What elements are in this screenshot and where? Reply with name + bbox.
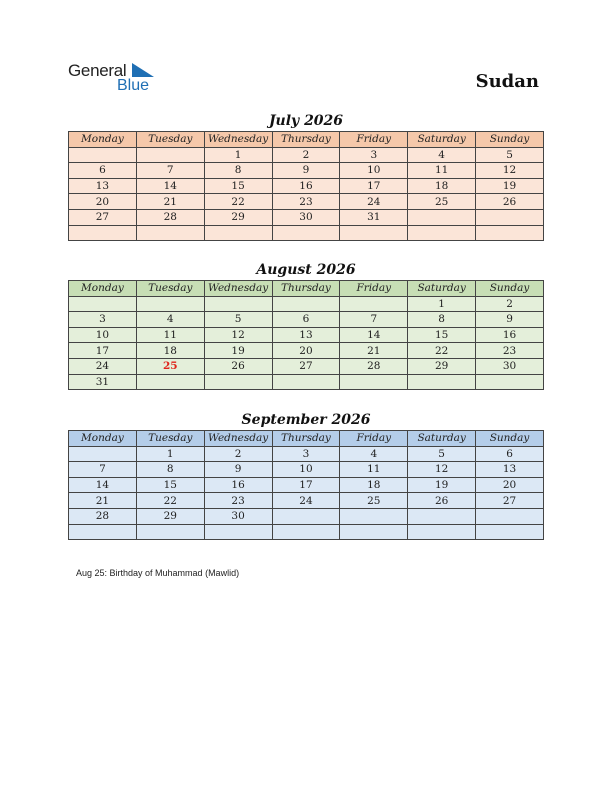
day-cell xyxy=(272,374,340,390)
day-cell xyxy=(408,508,476,524)
day-cell xyxy=(136,296,204,312)
weekday-header: Tuesday xyxy=(136,281,204,297)
day-cell: 4 xyxy=(136,312,204,328)
day-cell xyxy=(340,524,408,540)
day-cell xyxy=(136,147,204,163)
day-cell: 24 xyxy=(272,493,340,509)
day-cell xyxy=(272,296,340,312)
weekday-header: Saturday xyxy=(408,431,476,447)
day-cell xyxy=(408,374,476,390)
day-cell: 22 xyxy=(204,194,272,210)
day-cell: 19 xyxy=(204,343,272,359)
day-cell: 28 xyxy=(136,209,204,225)
day-cell xyxy=(204,524,272,540)
week-row xyxy=(69,327,544,343)
day-cell: 15 xyxy=(408,327,476,343)
day-cell xyxy=(69,524,137,540)
day-cell: 17 xyxy=(272,477,340,493)
weekday-header: Monday xyxy=(69,281,137,297)
day-cell: 31 xyxy=(69,374,137,390)
week-row xyxy=(69,147,544,163)
week-row xyxy=(69,508,544,524)
day-cell: 20 xyxy=(69,194,137,210)
weekday-header: Tuesday xyxy=(136,431,204,447)
day-cell: 7 xyxy=(69,462,137,478)
month-july xyxy=(68,111,544,241)
day-cell: 24 xyxy=(69,358,137,374)
weekday-header: Sunday xyxy=(476,132,544,148)
day-cell: 8 xyxy=(136,462,204,478)
day-cell: 6 xyxy=(476,446,544,462)
day-cell xyxy=(204,374,272,390)
weekday-header: Monday xyxy=(69,132,137,148)
day-cell: 14 xyxy=(136,178,204,194)
brand-logo xyxy=(68,60,168,96)
day-cell: 2 xyxy=(204,446,272,462)
day-cell: 9 xyxy=(204,462,272,478)
day-cell: 5 xyxy=(204,312,272,328)
day-cell xyxy=(408,524,476,540)
day-cell: 4 xyxy=(340,446,408,462)
week-row xyxy=(69,225,544,241)
day-cell xyxy=(408,225,476,241)
holiday-day-cell: 25 xyxy=(136,358,204,374)
holiday-note: Aug 25: Birthday of Muhammad (Mawlid) xyxy=(76,568,240,578)
day-cell: 5 xyxy=(476,147,544,163)
day-cell: 22 xyxy=(408,343,476,359)
day-cell: 16 xyxy=(476,327,544,343)
day-cell: 19 xyxy=(408,477,476,493)
day-cell: 2 xyxy=(272,147,340,163)
calendar-table xyxy=(68,131,544,241)
day-cell xyxy=(69,296,137,312)
day-cell: 8 xyxy=(204,163,272,179)
day-cell: 10 xyxy=(340,163,408,179)
week-row xyxy=(69,312,544,328)
day-cell: 8 xyxy=(408,312,476,328)
month-title: September 2026 xyxy=(241,412,371,428)
day-cell xyxy=(272,225,340,241)
holiday-notes xyxy=(76,568,239,578)
weekday-header: Monday xyxy=(69,431,137,447)
day-cell xyxy=(272,508,340,524)
day-cell: 16 xyxy=(272,178,340,194)
calendar-table xyxy=(68,430,544,540)
weekday-header: Thursday xyxy=(272,132,340,148)
day-cell: 7 xyxy=(340,312,408,328)
week-row xyxy=(69,493,544,509)
day-cell: 26 xyxy=(476,194,544,210)
day-cell xyxy=(136,374,204,390)
day-cell: 2 xyxy=(476,296,544,312)
day-cell xyxy=(136,524,204,540)
day-cell xyxy=(476,225,544,241)
day-cell: 23 xyxy=(476,343,544,359)
month-august xyxy=(68,260,544,390)
day-cell xyxy=(204,225,272,241)
weekday-header: Friday xyxy=(340,281,408,297)
day-cell: 10 xyxy=(272,462,340,478)
weekday-header: Wednesday xyxy=(204,281,272,297)
day-cell: 31 xyxy=(340,209,408,225)
day-cell xyxy=(136,225,204,241)
day-cell xyxy=(340,374,408,390)
day-cell: 18 xyxy=(136,343,204,359)
day-cell: 25 xyxy=(340,493,408,509)
weekday-header: Friday xyxy=(340,132,408,148)
week-row xyxy=(69,209,544,225)
day-cell: 13 xyxy=(69,178,137,194)
day-cell: 28 xyxy=(69,508,137,524)
day-cell: 21 xyxy=(340,343,408,359)
day-cell: 18 xyxy=(408,178,476,194)
month-title: August 2026 xyxy=(256,262,356,278)
day-cell: 29 xyxy=(204,209,272,225)
day-cell xyxy=(408,209,476,225)
day-cell xyxy=(69,147,137,163)
day-cell: 13 xyxy=(476,462,544,478)
day-cell: 12 xyxy=(408,462,476,478)
day-cell: 11 xyxy=(136,327,204,343)
logo-text-blue: Blue xyxy=(117,77,150,94)
day-cell: 30 xyxy=(272,209,340,225)
weekday-header: Saturday xyxy=(408,281,476,297)
calendar-table xyxy=(68,280,544,390)
day-cell: 3 xyxy=(340,147,408,163)
day-cell: 20 xyxy=(476,477,544,493)
weekday-header: Thursday xyxy=(272,431,340,447)
week-row xyxy=(69,296,544,312)
day-cell: 15 xyxy=(204,178,272,194)
day-cell: 4 xyxy=(408,147,476,163)
day-cell: 13 xyxy=(272,327,340,343)
weekday-header: Saturday xyxy=(408,132,476,148)
month-september xyxy=(68,410,544,540)
week-row xyxy=(69,178,544,194)
day-cell: 6 xyxy=(69,163,137,179)
day-cell xyxy=(272,524,340,540)
day-cell: 27 xyxy=(272,358,340,374)
day-cell: 27 xyxy=(476,493,544,509)
day-cell: 10 xyxy=(69,327,137,343)
day-cell xyxy=(340,225,408,241)
day-cell: 9 xyxy=(272,163,340,179)
day-cell: 1 xyxy=(204,147,272,163)
day-cell: 16 xyxy=(204,477,272,493)
day-cell: 6 xyxy=(272,312,340,328)
day-cell: 3 xyxy=(69,312,137,328)
day-cell: 19 xyxy=(476,178,544,194)
day-cell: 29 xyxy=(408,358,476,374)
country-title: Sudan xyxy=(475,71,539,92)
day-cell: 5 xyxy=(408,446,476,462)
day-cell xyxy=(476,209,544,225)
day-cell: 20 xyxy=(272,343,340,359)
day-cell: 27 xyxy=(69,209,137,225)
week-row xyxy=(69,477,544,493)
weekday-header: Wednesday xyxy=(204,132,272,148)
weekday-header: Wednesday xyxy=(204,431,272,447)
week-row xyxy=(69,462,544,478)
day-cell: 1 xyxy=(136,446,204,462)
day-cell: 11 xyxy=(408,163,476,179)
day-cell xyxy=(476,374,544,390)
weekday-header: Friday xyxy=(340,431,408,447)
day-cell: 11 xyxy=(340,462,408,478)
day-cell: 29 xyxy=(136,508,204,524)
week-row xyxy=(69,194,544,210)
day-cell: 12 xyxy=(204,327,272,343)
weekday-header: Sunday xyxy=(476,431,544,447)
day-cell: 14 xyxy=(69,477,137,493)
day-cell: 26 xyxy=(408,493,476,509)
week-row xyxy=(69,374,544,390)
day-cell: 25 xyxy=(408,194,476,210)
day-cell: 1 xyxy=(408,296,476,312)
day-cell: 7 xyxy=(136,163,204,179)
day-cell xyxy=(204,296,272,312)
day-cell: 24 xyxy=(340,194,408,210)
day-cell: 30 xyxy=(204,508,272,524)
week-row xyxy=(69,358,544,374)
logo-text-general: General xyxy=(68,61,127,80)
day-cell: 26 xyxy=(204,358,272,374)
day-cell: 3 xyxy=(272,446,340,462)
day-cell xyxy=(476,508,544,524)
weekday-header: Thursday xyxy=(272,281,340,297)
week-row xyxy=(69,446,544,462)
day-cell: 21 xyxy=(136,194,204,210)
day-cell: 14 xyxy=(340,327,408,343)
week-row xyxy=(69,524,544,540)
day-cell: 9 xyxy=(476,312,544,328)
day-cell: 23 xyxy=(204,493,272,509)
week-row xyxy=(69,343,544,359)
day-cell: 12 xyxy=(476,163,544,179)
month-title: July 2026 xyxy=(268,113,344,129)
day-cell: 17 xyxy=(69,343,137,359)
day-cell xyxy=(69,225,137,241)
day-cell xyxy=(340,508,408,524)
day-cell: 18 xyxy=(340,477,408,493)
day-cell xyxy=(476,524,544,540)
day-cell: 15 xyxy=(136,477,204,493)
day-cell: 28 xyxy=(340,358,408,374)
day-cell: 22 xyxy=(136,493,204,509)
week-row xyxy=(69,163,544,179)
day-cell: 23 xyxy=(272,194,340,210)
day-cell xyxy=(69,446,137,462)
day-cell xyxy=(340,296,408,312)
day-cell: 30 xyxy=(476,358,544,374)
weekday-header: Tuesday xyxy=(136,132,204,148)
day-cell: 17 xyxy=(340,178,408,194)
day-cell: 21 xyxy=(69,493,137,509)
weekday-header: Sunday xyxy=(476,281,544,297)
